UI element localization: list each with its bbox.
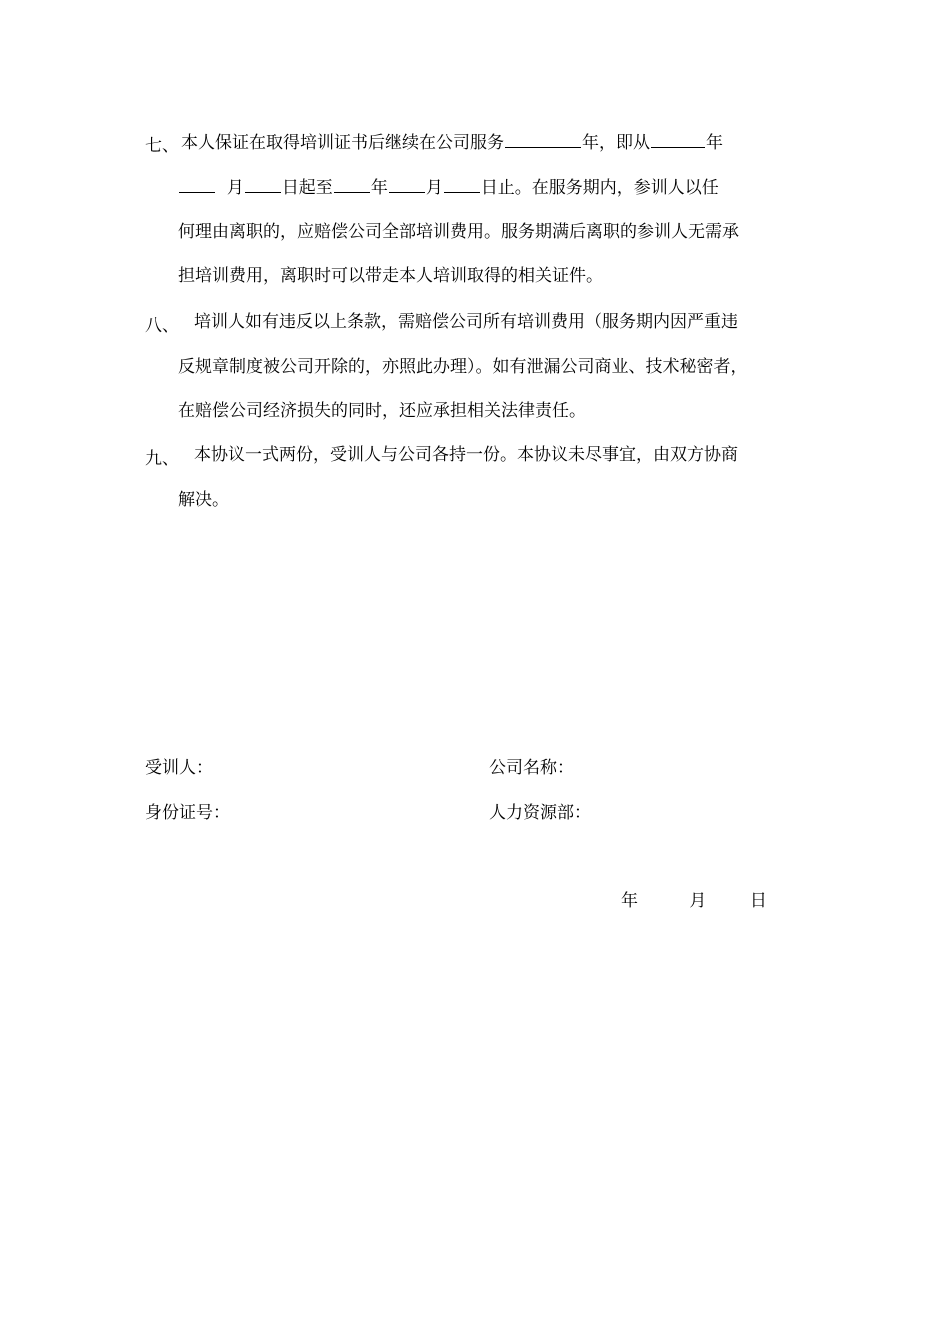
clause-line: 本协议一式两份，受训人与公司各持一份。本协议未尽事宜，由双方协商 xyxy=(194,445,738,465)
clause-line: 解决。 xyxy=(178,490,229,510)
clause-line xyxy=(181,131,723,154)
clause-number: 九、 xyxy=(145,449,179,469)
id-number-label: 身份证号： xyxy=(145,803,230,823)
fill-blank xyxy=(389,176,425,193)
clause-line xyxy=(178,176,719,199)
fill-blank xyxy=(334,176,370,193)
fill-blank xyxy=(444,176,480,193)
clause-text: 年，即从 xyxy=(582,133,650,153)
clause-text: 日起至 xyxy=(281,178,333,198)
clause-text: 年 xyxy=(706,133,723,153)
clause-text: 日止。在服务期内，参训人以任 xyxy=(480,178,719,198)
company-name-label: 公司名称： xyxy=(489,758,574,778)
clause-text: 月 xyxy=(425,178,443,198)
clause-text: 月 xyxy=(226,178,244,198)
date-day: 日 xyxy=(749,891,767,911)
signature-date xyxy=(621,890,767,912)
fill-blank xyxy=(245,176,281,193)
clause-line: 反规章制度被公司开除的，亦照此办理）。如有泄漏公司商业、技术秘密者， xyxy=(178,357,748,377)
date-month: 月 xyxy=(689,891,707,911)
clause-number: 七、 xyxy=(145,136,179,156)
fill-blank xyxy=(651,131,705,148)
clause-line: 何理由离职的，应赔偿公司全部培训费用。服务期满后离职的参训人无需承 xyxy=(178,222,739,242)
clause-text: 年 xyxy=(370,178,388,198)
clause-line: 培训人如有违反以上条款，需赔偿公司所有培训费用（服务期内因严重违 xyxy=(194,312,738,332)
clause-line: 担培训费用，离职时可以带走本人培训取得的相关证件。 xyxy=(178,266,603,286)
hr-department-label: 人力资源部： xyxy=(489,803,591,823)
date-year: 年 xyxy=(621,891,638,911)
fill-blank xyxy=(179,176,215,193)
clause-number: 八、 xyxy=(145,316,179,336)
clause-line: 在赔偿公司经济损失的同时，还应承担相关法律责任。 xyxy=(178,401,586,421)
trainee-label: 受训人： xyxy=(145,758,213,778)
clause-text: 本人保证在取得培训证书后继续在公司服务 xyxy=(181,133,504,153)
fill-blank xyxy=(505,131,581,148)
